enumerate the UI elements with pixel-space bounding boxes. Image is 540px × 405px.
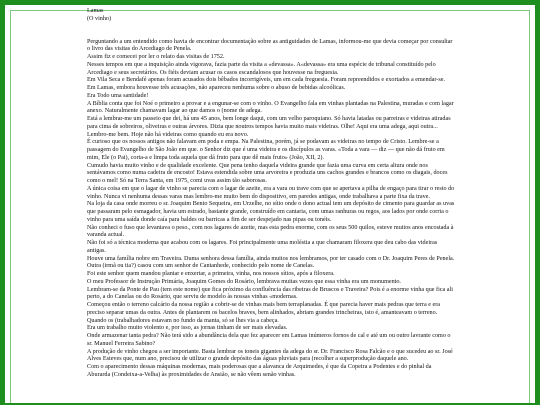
paragraph: Onde armazenar tanta pedra? Não terá sido a abundância dela que fez aparecer em Lamas inúmeros fornos de cal e até um ou outro lavrante como o sr. Manuel Ferreira Sabino?	[87, 333, 451, 347]
title-gap	[87, 24, 455, 39]
paragraph: Começou então o terreno calcário da nossa região a cobrir-se de vinhas mais bem terraplanadas. É que parecia haver mais pedras que terra e era preciso separar umas da outra. Antes de plantarem os bacelos braves, bem alinhados, abriam grandes trincheiras, isto é, amanteavam o terreno. Quando os (trabalhadores estavam no fundo da manta, só se lhes via a cabeça.	[87, 302, 440, 324]
document-body	[87, 8, 455, 405]
paragraph: Não foi só a técnica moderna que acabou com os lagares. Foi principalmente uma moléstia a que chamaram filoxera que deu cabo das videiras antigas.	[87, 240, 438, 254]
document-paragraphs	[87, 39, 455, 380]
paragraph: Está a lembrar-me um passeio que dei, há uns 45 anos, bem longe daqui, com um velho paroquiano. Só havia latadas ou parreiras e videiras atiradas para cima de sobreiros, oliveiras e outras árvores. Dizia que noutros tempos havia muito mais videiras. Olhe! Aqui era uma adega, aqui outra... Lembro-me bem. Hoje não há videiras como quando eu era novo.	[87, 116, 451, 138]
paragraph: Em Lamas, embora houvesse três acusações, não apareceu nenhuma sobre o abuso de bebidas alcoólicas.	[87, 85, 346, 91]
paragraph: A produção de vinho chegou a ser importante. Basta lembrar os toneis gigantes da adega do sr. Dr. Francisco Rosa Falcão e o que sucedeu ao sr. José Alves Esteves que, num ano, precisou de utilizar o grande depósito das águas pluviais para (recolher a superprodução daquele ano.	[87, 348, 453, 363]
paragraph: Não conheci o fuso que levantava o peso., com nos lagares de azeite, mas esta pedra enorme, com os seus 500 quilos, esteve muitos anos encostada à varanda actual.	[87, 224, 454, 239]
paragraph: Perguntando a um entendido como havia de encontrar documentação sobre as antiguidades de Lamas, informou-me que devia começar por consultar o livro das visitas do Arcediago de Penela.	[87, 38, 453, 53]
paragraph: O meu Professor de Instrução Primária, Joaquim Gomes do Rosário, lembrava muitas vezes que essa vinha era um monumento.	[87, 278, 401, 285]
paragraph: Era Todo uma santidade!	[87, 92, 149, 99]
paragraph: Nesses tempos em que a inquisição ainda vigorava, fazia parte da visita a «devassa». A«devassa» era uma espécie de tribunal constituído pelo Arcediago e seus secretários. Os fiéis deviam acusar os casos escandalosos que houvesse na freguesia.	[87, 61, 436, 76]
paragraph: Lembram-se da Ponte de Pau (tem este nome) que fica próximo da confluência das ribeiras de Bruscos e Traveira? Pois é a enorme vinha que fica ali perto, a do Canelas ou do Rosário, que serviu de modelo às nossas vinhas «modernas.	[87, 286, 453, 301]
paragraph: Na loja da casa onde morreu o sr. Joaquim Bento Sequeira, em Urzelhe, no sítio onde o dono actual tem um depósito de cimento para guardar as uvas que passaram pelo esmagador, havia um estrado, bastante grande, construído em cantaria, com umas ranhuras ou regos, aos lados por onde corria o vinho para uma saída donde caía para baldes ou barricas a fim de ser despejado nas pipas ou tonéis.	[87, 201, 455, 223]
paragraph: A única coisa em que o lagar de vinho se parecia com o lagar de azeite, era a vara ou trave com que se apertava a pilha de engaço para tirar o resto do vinho. Nunca vi nenhuma dessas varas mas lembro-me muito bem do dispositivo, em paredes antigas, onde trabalhava a parte fixa da trave.	[87, 185, 455, 200]
paragraph: Foi este senhor quem mandou plantar e enxertar, a primeira, vinha, nos nossos sítios, após a filoxera.	[87, 271, 335, 277]
document-subtitle: (O vinho)	[87, 15, 112, 22]
paragraph: Em Vila Seca e Bendafé apenas foram acusados dois bêbados incorrigíveis, um em cada freguesia. Foram repreendidos e exortados a emendar-se.	[87, 77, 445, 84]
document-title: Lamas	[87, 8, 104, 14]
paragraph: A Bíblia conta que foi Noé o primeiro a provar e a engunar-se com o vinho. O Evangelho fala em vinhas plantadas na Palestina, muradas e com lagar anexo. Naturalmente chamavam lagar ao que damos o (nome de adega.	[87, 100, 454, 115]
paragraph: É curioso que os nossos antigos não falavam em poda e empa. Na Palestina, porém, já se podavam as videiras no tempo de Cristo. Lembre-se a passagem do Evangelho de São João em que. o Senhor diz que é uma videira e os discípulos as varas. «Toda a vara — diz — que não dá fruto em mim, Ele (o Pai), corta-a e limpa toda aquela que dá fruto para que dê mais fruto» (João, XII, 2).	[87, 139, 445, 161]
paragraph: Era um trabalho muito violento e, por isso, as jornas tinham de ser mais elevadas.	[87, 325, 288, 332]
paragraph: Cumudo havia muito vinho e de qualidade excelente. Que pena tenho daquela videira grande que fazia uma curva em certa altura onde nos sentávamos como numa cadeira de encosto! Estava estendida sobre uma arvoreira e produzia uns cachos grandes e brancos como os diagais, doces como o mel! Só na Terra Santa, em 1975, comi uvas assim tão saborosas.	[87, 162, 448, 184]
paragraph: Houve uma família nobre em Traveira. Duma senhora dessa família, ainda muitos nos lembramos, por ter casado com o Dr. Joaquim Peres de Penela. Outra (irmã ou tia?) casou com um senhor de Cantanhede, conhecido pelo nome de Canelas.	[87, 255, 455, 270]
paragraph: Com o aparecimento dessas máquinas modernas, mais poderosas que a alavanca de Arquimedes, é que da Copeira a Podentes e do pinhal da Aburarda (Condeixa-a-Velha) às proximidades de Ansião, se não vêem senão vinhas.	[87, 364, 432, 378]
paragraph: Assim fiz e comecei por ler o relato das visitas de 1752.	[87, 54, 225, 60]
